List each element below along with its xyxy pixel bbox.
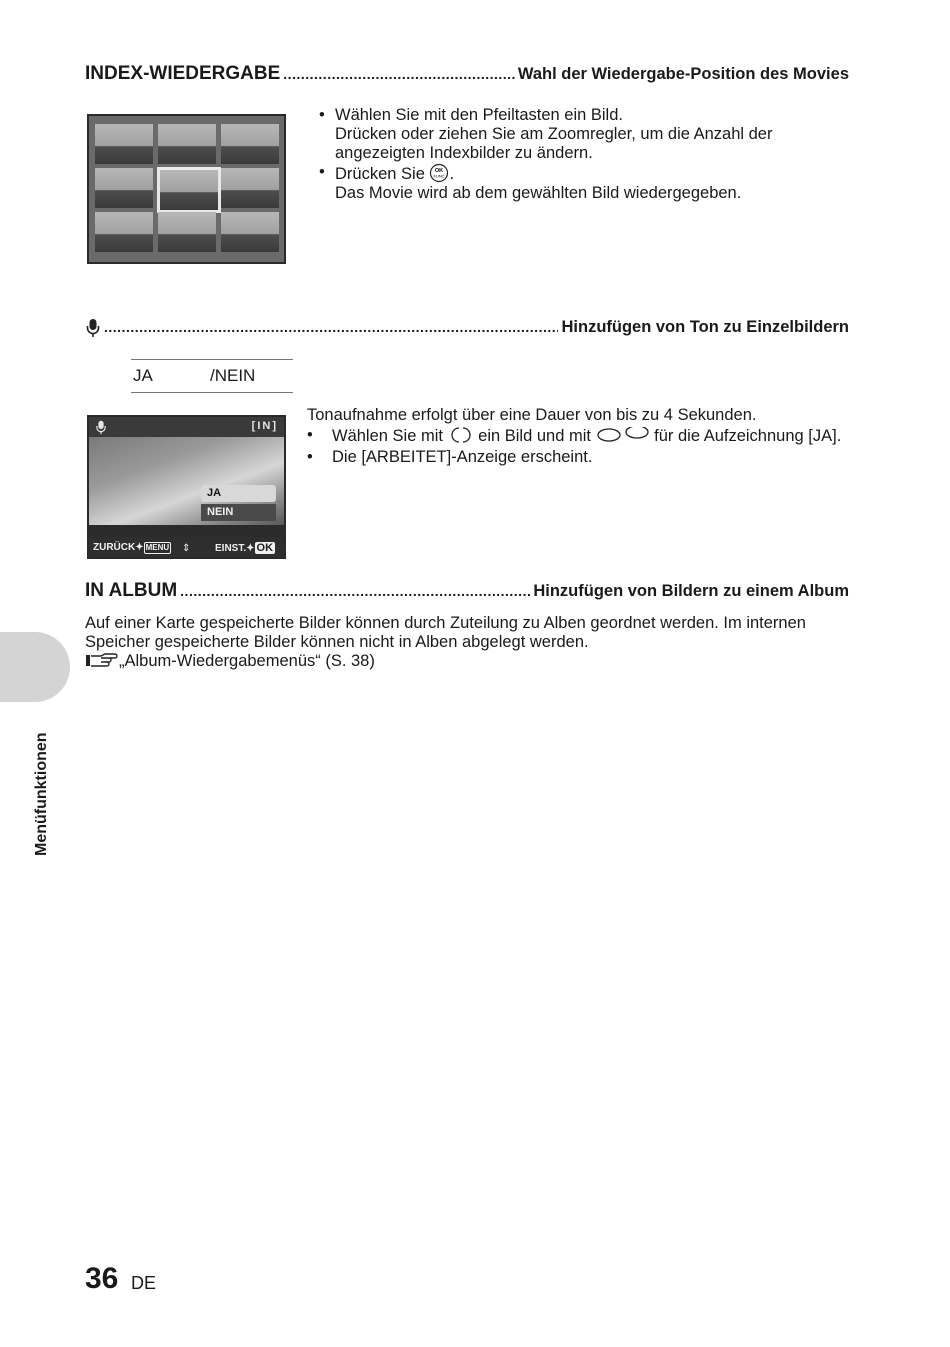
sound-instructions [307, 406, 867, 467]
microphone-icon [95, 420, 107, 435]
index-thumbnail [221, 124, 279, 164]
reference-text: „Album-Wiedergabemenüs“ (S. 38) [119, 652, 375, 670]
side-tab-label: Menüfunktionen [33, 732, 50, 856]
page-number: 36 [85, 1262, 119, 1295]
up-down-arrows-icon: ⇕ [182, 543, 191, 554]
index-section-description: Wahl der Wiedergabe-Position des Movies [517, 65, 849, 83]
instruction-text: Drücken Sie [335, 165, 425, 183]
list-item: • Wählen Sie mit ein Bild und mit für die Aufzeichnung [JA]. [307, 426, 842, 445]
ok-func-button-icon [429, 163, 449, 183]
index-thumbnail [158, 124, 216, 164]
page-language: DE [131, 1273, 157, 1293]
back-label: ZURÜCK [93, 542, 136, 553]
microphone-icon [85, 318, 101, 338]
up-down-arrows-icon [596, 427, 650, 443]
instruction-text: Wählen Sie mit [332, 427, 443, 445]
instruction-text: Das Movie wird ab dem gewählten Bild wiedergegeben. [335, 184, 742, 202]
reference-hand-icon [85, 652, 119, 668]
list-item: • Drücken Sie OK FUNC . Das Movie wird ab dem gewählten Bild wiedergegeben. [319, 163, 742, 202]
option-nein: /NEIN [210, 366, 256, 385]
index-thumbnail [95, 212, 153, 252]
album-section-description: Hinzufügen von Bildern zu einem Album [533, 582, 849, 600]
reference-line[interactable] [85, 652, 875, 671]
sound-section-header [85, 318, 849, 338]
leader-dots [283, 66, 515, 82]
svg-text:OK: OK [435, 168, 444, 174]
index-section-header [85, 63, 849, 85]
instruction-text: ein Bild und mit [478, 427, 591, 445]
list-item: • Wählen Sie mit den Pfeiltasten ein Bild. Drücken oder ziehen Sie am Zoomregler, um die Anzahl der angezeigten Indexbilder zu ändern. [319, 106, 773, 162]
leader-dots [180, 583, 530, 599]
set-label: EINST. [215, 543, 247, 554]
instruction-text: Die [ARBEITET]-Anzeige erscheint. [332, 448, 593, 466]
sound-intro: Tonaufnahme erfolgt über eine Dauer von bis zu 4 Sekunden. [307, 406, 757, 424]
screen-topbar [89, 417, 284, 437]
svg-text:FUNC: FUNC [433, 173, 446, 179]
instruction-text: angezeigten Indexbilder zu ändern. [335, 144, 593, 162]
paragraph-line: Auf einer Karte gespeicherte Bilder können durch Zuteilung zu Alben geordnet werden. Im internen [85, 614, 806, 632]
screen-set-hint: EINST.✦ OK [215, 542, 274, 554]
album-section-header [85, 580, 849, 602]
instruction-text: . [449, 165, 455, 183]
screen-ja-option: JA [201, 485, 276, 502]
paragraph-line: Speicher gespeicherte Bilder können nicht in Alben abgelegt werden. [85, 633, 589, 651]
memory-indicator: [IN] [251, 420, 278, 432]
ok-key-icon: OK [256, 542, 274, 554]
sound-recording-screenshot [87, 415, 286, 559]
index-thumbnail [95, 168, 153, 208]
index-thumbnail [221, 212, 279, 252]
index-thumbnail [158, 212, 216, 252]
left-right-arrows-icon [448, 426, 474, 444]
album-paragraph [85, 614, 875, 671]
leader-dots [104, 319, 558, 335]
album-section-title: IN ALBUM [85, 580, 178, 601]
menu-key-icon: MENU [145, 543, 170, 552]
side-tab [0, 632, 70, 702]
index-section-title: INDEX-WIEDERGABE [85, 63, 281, 84]
instruction-text: Wählen Sie mit den Pfeiltasten ein Bild. [335, 106, 623, 124]
instruction-text: Drücken oder ziehen Sie am Zoomregler, um die Anzahl der [335, 125, 773, 143]
screen-back-hint: ZURÜCK✦ MENU [93, 542, 170, 553]
option-table [131, 359, 293, 393]
instruction-text: für die Aufzeichnung [JA]. [654, 427, 842, 445]
index-thumbnail [221, 168, 279, 208]
index-thumbnail-selected [160, 170, 218, 210]
index-instructions [319, 106, 855, 203]
option-ja: JA [133, 366, 153, 385]
sound-section-description: Hinzufügen von Ton zu Einzelbildern [561, 318, 849, 336]
index-thumbnail [95, 124, 153, 164]
index-playback-screenshot [87, 114, 286, 264]
screen-nein-option: NEIN [201, 504, 276, 521]
list-item: • Die [ARBEITET]-Anzeige erscheint. [307, 448, 593, 466]
